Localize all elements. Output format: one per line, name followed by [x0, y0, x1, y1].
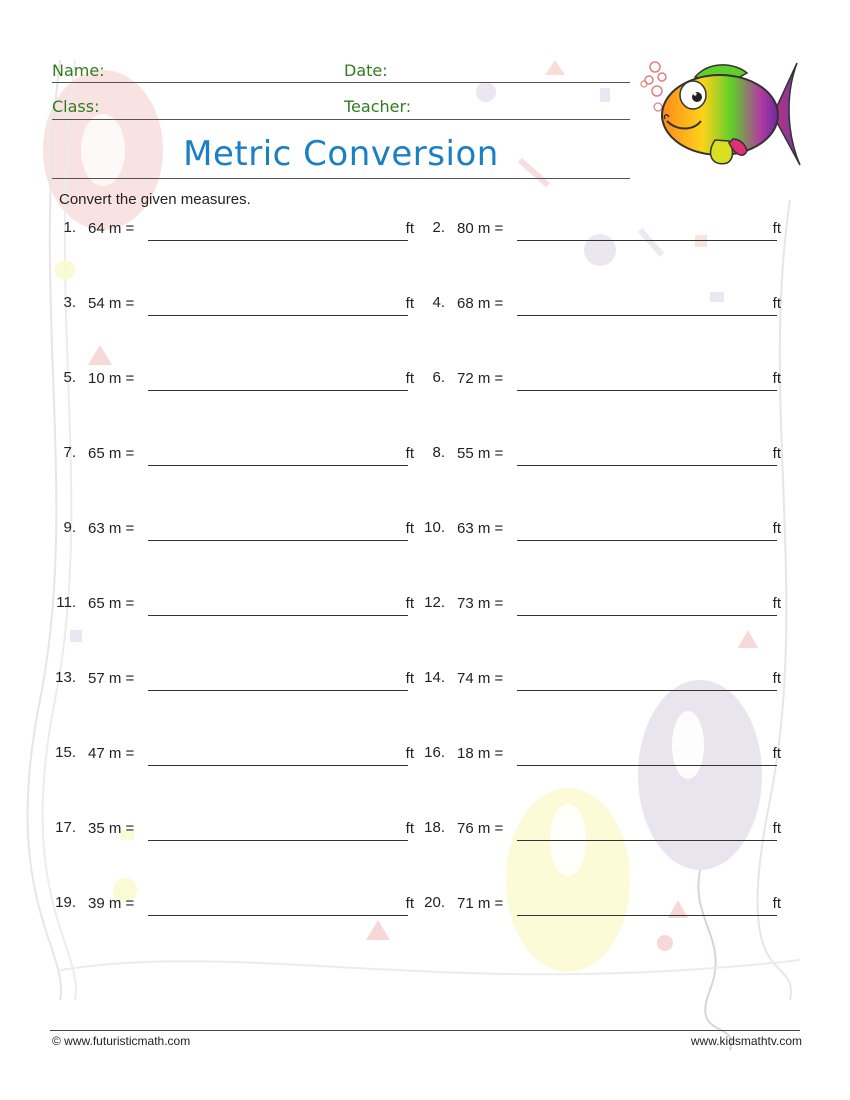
problem-item	[54, 594, 414, 618]
problem-item	[423, 294, 781, 318]
problem-expression: 74 m =	[457, 670, 504, 687]
problem-item	[423, 894, 781, 918]
problem-unit: ft	[772, 895, 781, 912]
problem-unit: ft	[405, 820, 414, 837]
problem-value: 80 m	[457, 220, 491, 237]
problem-number: 15.	[55, 744, 76, 761]
problem-expression: 55 m =	[457, 445, 504, 462]
problem-value: 68 m	[457, 295, 491, 312]
problem-value: 72 m	[457, 370, 491, 387]
problem-value: 63 m	[88, 520, 122, 537]
problem-number: 8.	[432, 444, 445, 461]
problem-number: 9.	[63, 519, 76, 536]
problem-unit: ft	[405, 595, 414, 612]
problem-unit: ft	[405, 370, 414, 387]
problem-expression: 65 m =	[88, 595, 135, 612]
problem-value: 18 m	[457, 745, 491, 762]
problem-number: 14.	[424, 669, 445, 686]
teacher-label: Teacher:	[344, 97, 412, 116]
problem-value: 65 m	[88, 445, 122, 462]
problem-number: 16.	[424, 744, 445, 761]
problem-unit: ft	[772, 520, 781, 537]
answer-line[interactable]	[517, 615, 777, 616]
class-teacher-line	[52, 119, 630, 120]
problem-item	[54, 219, 414, 243]
problem-number: 11.	[56, 594, 76, 611]
problem-expression: 64 m =	[88, 220, 135, 237]
problem-value: 35 m	[88, 820, 122, 837]
problem-unit: ft	[405, 670, 414, 687]
problem-expression: 72 m =	[457, 370, 504, 387]
problem-value: 65 m	[88, 595, 122, 612]
problem-value: 64 m	[88, 220, 122, 237]
title-underline	[52, 178, 630, 179]
answer-line[interactable]	[148, 390, 408, 391]
problem-expression: 71 m =	[457, 895, 504, 912]
problem-expression: 18 m =	[457, 745, 504, 762]
problem-unit: ft	[405, 745, 414, 762]
problem-value: 73 m	[457, 595, 491, 612]
footer-copyright[interactable]: © www.futuristicmath.com	[52, 1034, 191, 1048]
problem-item	[54, 369, 414, 393]
answer-line[interactable]	[148, 465, 408, 466]
problem-expression: 73 m =	[457, 595, 504, 612]
answer-line[interactable]	[148, 315, 408, 316]
problem-item	[423, 669, 781, 693]
name-label: Name:	[52, 61, 105, 80]
problem-unit: ft	[405, 445, 414, 462]
problem-unit: ft	[405, 520, 414, 537]
problem-value: 76 m	[457, 820, 491, 837]
answer-line[interactable]	[148, 915, 408, 916]
problem-item	[423, 444, 781, 468]
answer-line[interactable]	[517, 840, 777, 841]
answer-line[interactable]	[517, 390, 777, 391]
problem-number: 17.	[55, 819, 76, 836]
problem-item	[54, 744, 414, 768]
page-title: Metric Conversion	[183, 134, 499, 174]
problem-item	[423, 594, 781, 618]
problem-number: 13.	[55, 669, 76, 686]
problem-number: 12.	[424, 594, 445, 611]
problem-item	[423, 744, 781, 768]
instructions-text: Convert the given measures.	[59, 191, 251, 208]
problem-number: 7.	[63, 444, 76, 461]
problem-number: 10.	[424, 519, 445, 536]
problem-value: 57 m	[88, 670, 122, 687]
problem-number: 4.	[432, 294, 445, 311]
problem-expression: 39 m =	[88, 895, 135, 912]
problem-item	[54, 669, 414, 693]
footer-website[interactable]: www.kidsmathtv.com	[690, 1034, 802, 1048]
problem-value: 47 m	[88, 745, 122, 762]
problem-number: 2.	[432, 219, 445, 236]
problem-value: 74 m	[457, 670, 491, 687]
problem-expression: 47 m =	[88, 745, 135, 762]
problem-item	[54, 519, 414, 543]
answer-line[interactable]	[148, 240, 408, 241]
problem-unit: ft	[405, 220, 414, 237]
problem-expression: 76 m =	[457, 820, 504, 837]
problem-value: 10 m	[88, 370, 122, 387]
problem-value: 55 m	[457, 445, 491, 462]
answer-line[interactable]	[148, 690, 408, 691]
problem-item	[423, 519, 781, 543]
problem-expression: 54 m =	[88, 295, 135, 312]
problem-number: 5.	[63, 369, 76, 386]
class-label: Class:	[52, 97, 100, 116]
problem-unit: ft	[772, 670, 781, 687]
problem-unit: ft	[772, 220, 781, 237]
problem-unit: ft	[772, 370, 781, 387]
answer-line[interactable]	[517, 540, 777, 541]
problem-expression: 63 m =	[457, 520, 504, 537]
answer-line[interactable]	[517, 315, 777, 316]
problem-item	[423, 819, 781, 843]
problem-number: 6.	[432, 369, 445, 386]
problem-item	[54, 294, 414, 318]
problem-expression: 35 m =	[88, 820, 135, 837]
problem-expression: 65 m =	[88, 445, 135, 462]
problem-expression: 57 m =	[88, 670, 135, 687]
problem-unit: ft	[772, 745, 781, 762]
problem-item	[54, 894, 414, 918]
answer-line[interactable]	[148, 615, 408, 616]
problem-value: 71 m	[457, 895, 491, 912]
problem-unit: ft	[405, 895, 414, 912]
problem-expression: 63 m =	[88, 520, 135, 537]
problem-unit: ft	[772, 445, 781, 462]
problem-item	[423, 219, 781, 243]
answer-line[interactable]	[148, 765, 408, 766]
answer-line[interactable]	[517, 690, 777, 691]
problem-item	[54, 444, 414, 468]
problem-number: 18.	[424, 819, 445, 836]
problem-unit: ft	[772, 595, 781, 612]
footer-divider	[50, 1030, 800, 1031]
problem-unit: ft	[772, 820, 781, 837]
problem-number: 20.	[424, 894, 445, 911]
date-label: Date:	[344, 61, 388, 80]
problem-value: 63 m	[457, 520, 491, 537]
answer-line[interactable]	[517, 240, 777, 241]
answer-line[interactable]	[517, 915, 777, 916]
answer-line[interactable]	[148, 540, 408, 541]
problem-expression: 10 m =	[88, 370, 135, 387]
problem-number: 3.	[63, 294, 76, 311]
problem-value: 39 m	[88, 895, 122, 912]
problem-expression: 68 m =	[457, 295, 504, 312]
answer-line[interactable]	[517, 465, 777, 466]
problem-unit: ft	[772, 295, 781, 312]
answer-line[interactable]	[148, 840, 408, 841]
fish-illustration	[635, 55, 805, 175]
answer-line[interactable]	[517, 765, 777, 766]
problem-item	[423, 369, 781, 393]
name-date-line	[52, 82, 630, 83]
problem-number: 19.	[55, 894, 76, 911]
problem-item	[54, 819, 414, 843]
problem-value: 54 m	[88, 295, 122, 312]
problem-expression: 80 m =	[457, 220, 504, 237]
problem-unit: ft	[405, 295, 414, 312]
problem-number: 1.	[63, 219, 76, 236]
